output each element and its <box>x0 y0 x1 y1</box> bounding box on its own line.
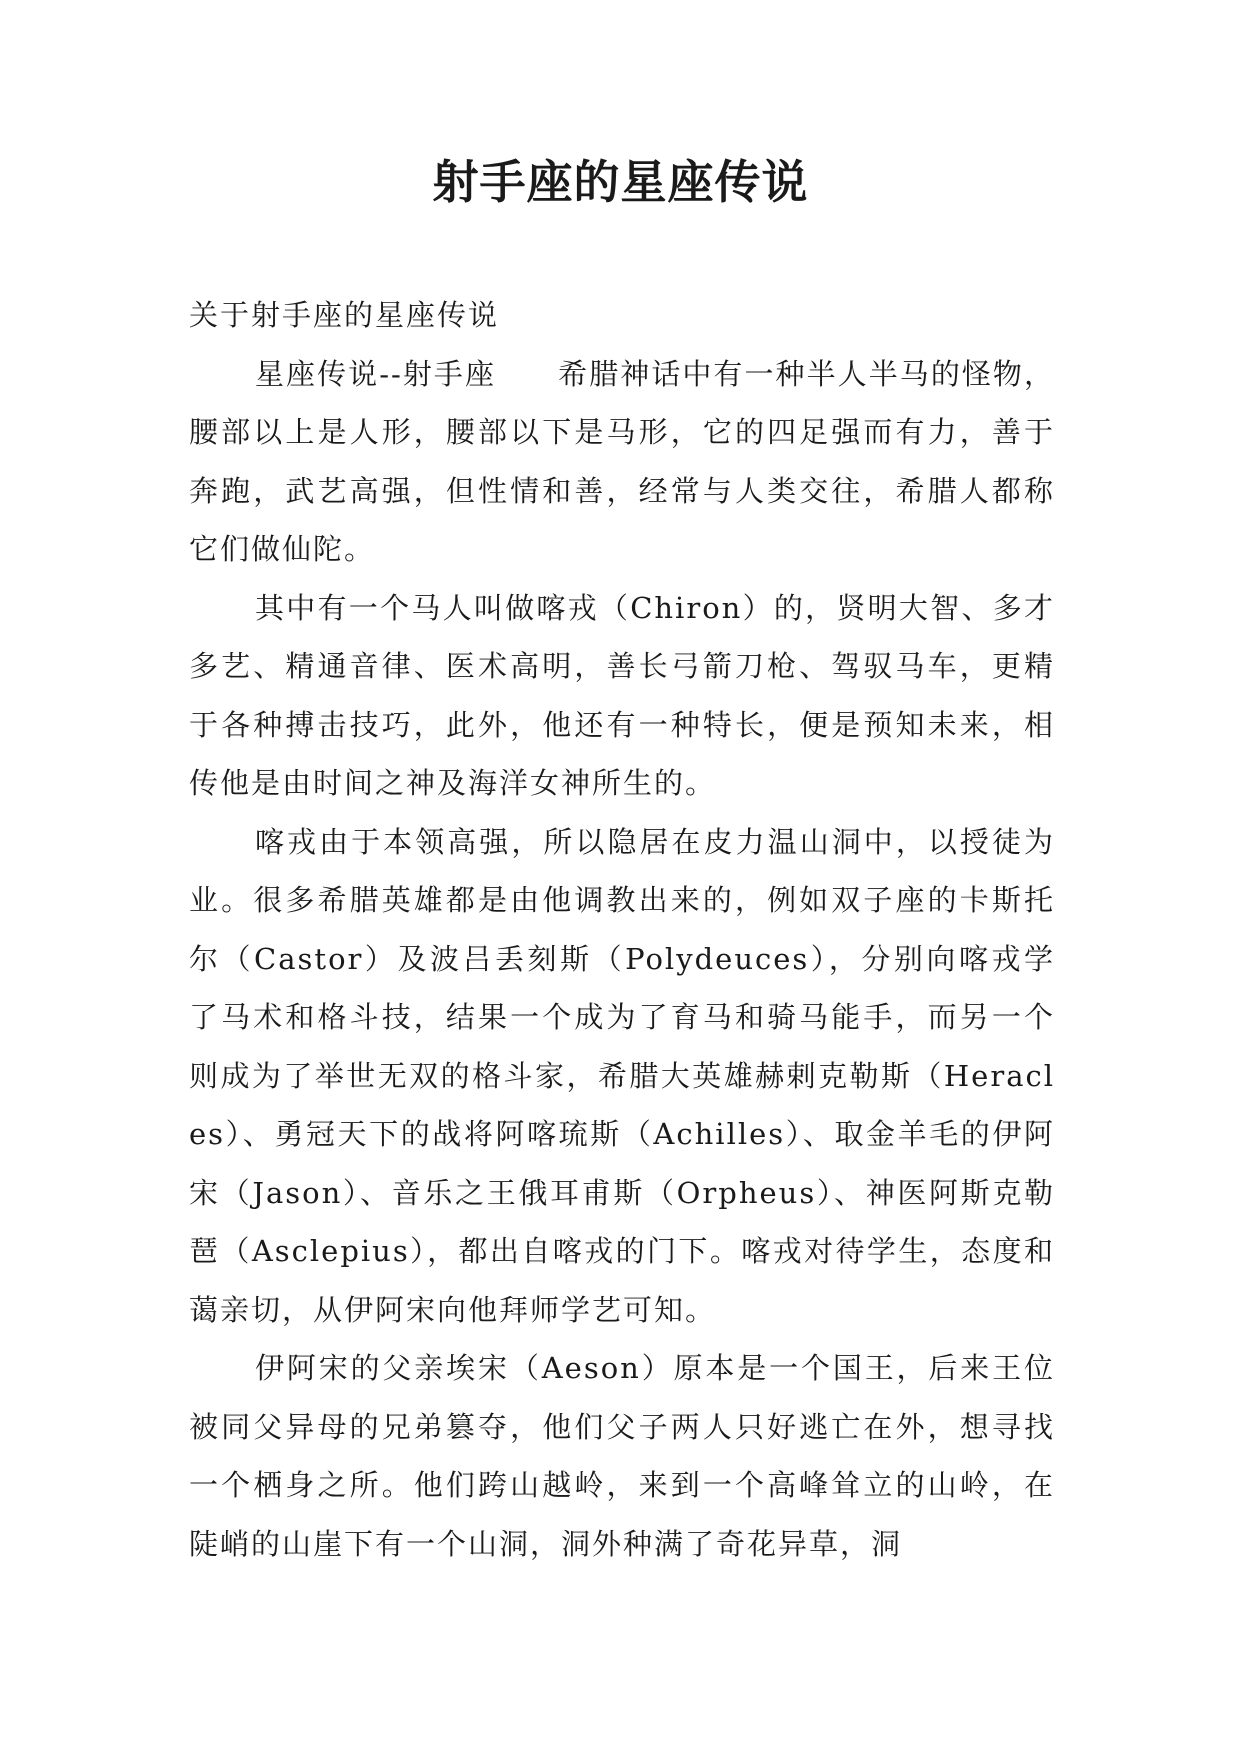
paragraph-2: 其中有一个马人叫做喀戎（Chiron）的，贤明大智、多才多艺、精通音律、医术高明，善长弓箭刀枪、驾驭马车，更精于各种搏击技巧，此外，他还有一种特长，便是预知未来，相传他是由时间之神及海洋女神所生的。 <box>189 590 1055 800</box>
paragraph-4: 伊阿宋的父亲埃宋（Aeson）原本是一个国王，后来王位被同父异母的兄弟篡夺，他们父子两人只好逃亡在外，想寻找一个栖身之所。他们跨山越岭，来到一个高峰耸立的山岭，在陡峭的山崖下有一个山洞，洞外种满了奇花异草，洞 <box>189 1351 1055 1561</box>
paragraph-1: 星座传说--射手座 希腊神话中有一种半人半马的怪物，腰部以上是人形，腰部以下是马形，它的四足强而有力，善于奔跑，武艺高强，但性情和善，经常与人类交往，希腊人都称它们做仙陀。 <box>189 356 1055 566</box>
paragraph-3: 喀戎由于本领高强，所以隐居在皮力温山洞中，以授徒为业。很多希腊英雄都是由他调教出来的，例如双子座的卡斯托尔（Castor）及波吕丢刻斯（Polydeuces），分别向喀戎学了马术和格斗技，结果一个成为了育马和骑马能手，而另一个则成为了举世无双的格斗家，希腊大英雄赫剌克勒斯（Heracles）、勇冠天下的战将阿喀琉斯（Achilles）、取金羊毛的伊阿宋（Jason）、音乐之王俄耳甫斯（Orpheus）、神医阿斯克勒琶（Asclepius），都出自喀戎的门下。喀戎对待学生，态度和蔼亲切，从伊阿宋向他拜师学艺可知。 <box>189 824 1055 1327</box>
document-body <box>189 286 1055 1573</box>
page-title: 射手座的星座传说 <box>432 155 809 209</box>
document-subtitle: 关于射手座的星座传说 <box>189 298 500 332</box>
